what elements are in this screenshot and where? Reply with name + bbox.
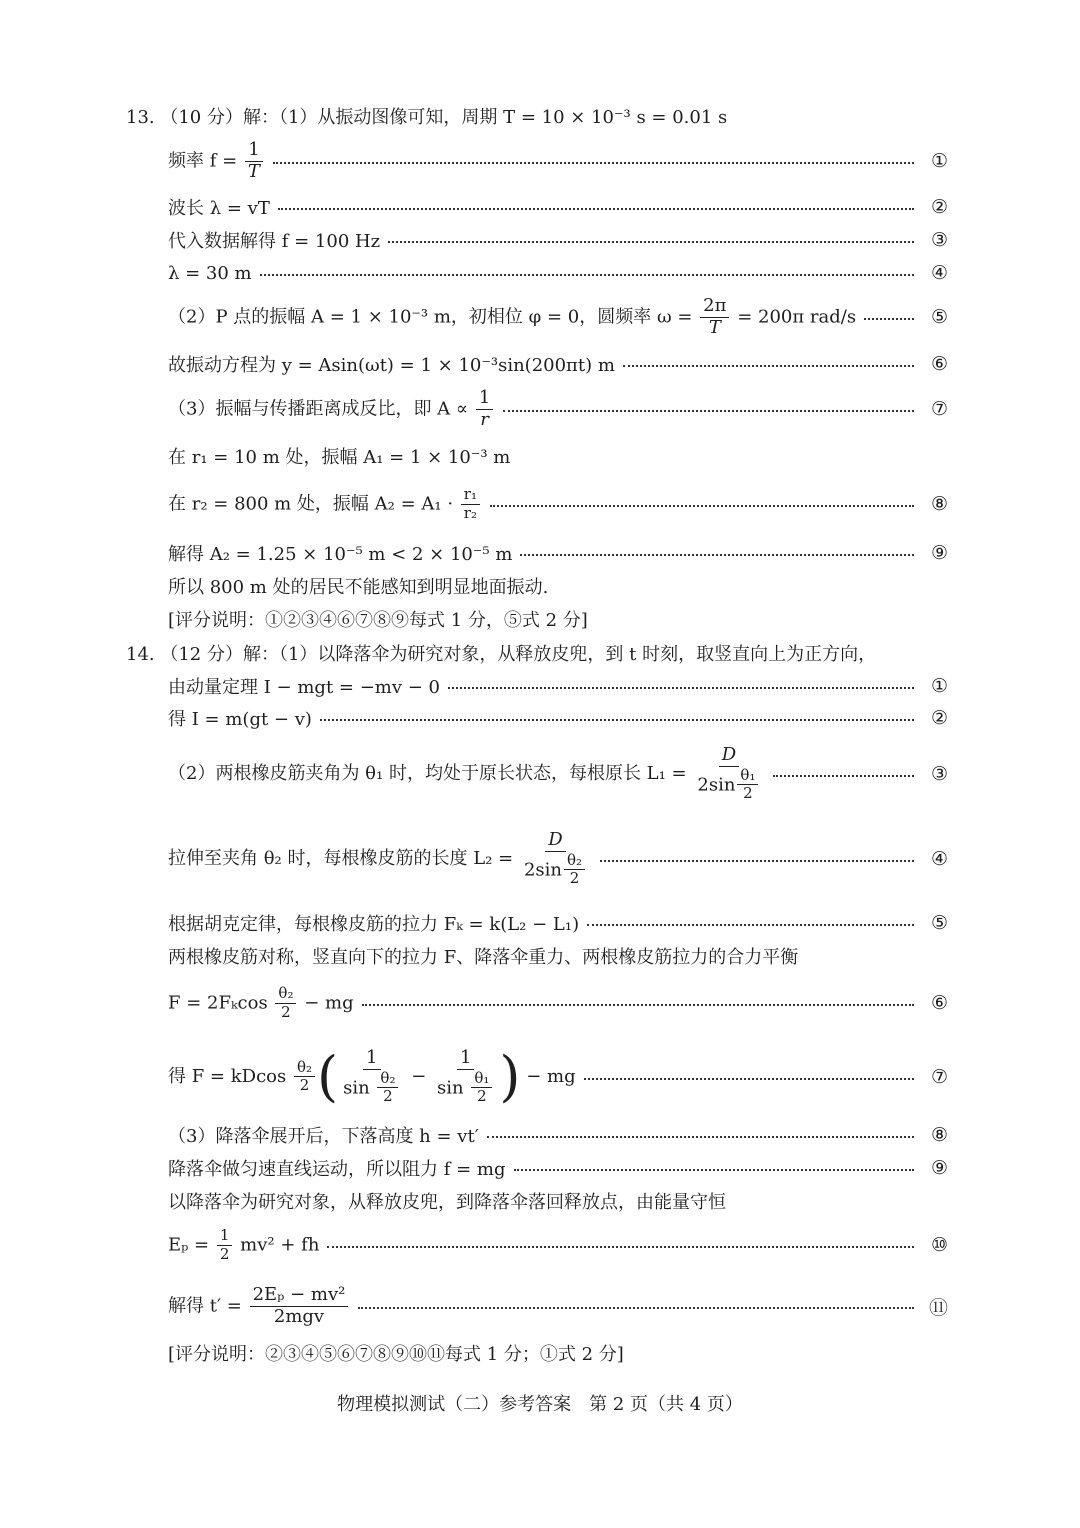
eq-marker-2: ②	[930, 196, 948, 218]
q14-energy-formula: Eₚ = $\frac{1}{2}$ mv² + fh	[168, 1225, 320, 1263]
eq-marker-5: ⑤	[930, 306, 948, 328]
page-footer: 物理模拟测试（二）参考答案 第 2 页（共 4 页）	[337, 1394, 743, 1415]
q14-drag-line: 降落伞做匀速直线运动，所以阻力 f = mg ⑨	[168, 1157, 948, 1180]
q13-part2-line	[168, 295, 948, 339]
q14-momentum-line: 由动量定理 I − mgt = −mv − 0 ①	[168, 675, 948, 698]
q13-part3-line	[168, 387, 948, 431]
q14-energy-intro: 以降落伞为研究对象，从释放皮兜，到降落伞落回释放点，由能量守恒	[168, 1192, 726, 1213]
q14-height-line: （3）降落伞展开后，下落高度 h = vt′ ⑧	[168, 1124, 948, 1147]
q14-hooke-line: 根据胡克定律，每根橡皮筋的拉力 Fₖ = k(L₂ − L₁) ⑤	[168, 912, 948, 935]
q13-wavelength-line: 波长 λ = vT ②	[168, 196, 948, 219]
q14-l2-line	[168, 822, 948, 896]
leader-dots	[487, 1136, 914, 1138]
q13-a2-result-line: 解得 A₂ = 1.25 × 10⁻⁵ m < 2 × 10⁻⁵ m ⑨	[168, 542, 948, 565]
q13-equation-line: 故振动方程为 y = Asin(ωt) = 1 × 10⁻³sin(200πt) m ⑥	[168, 353, 948, 376]
eq-marker-11: ⑪	[928, 1296, 948, 1319]
eq-marker-1: ①	[930, 150, 948, 172]
leader-dots	[773, 775, 914, 777]
leader-dots	[260, 274, 914, 276]
q13-scoring-note: [评分说明：①②③④⑥⑦⑧⑨每式 1 分，⑤式 2 分]	[168, 610, 588, 631]
q13-frequency-line	[168, 139, 948, 183]
eq-marker-3: ③	[930, 229, 948, 251]
leader-dots	[864, 318, 914, 320]
q14-force-line	[168, 980, 948, 1026]
leader-dots	[358, 1307, 914, 1309]
eq-marker-8: ⑧	[930, 1124, 948, 1146]
eq-marker-6: ⑥	[930, 353, 948, 375]
q14-force-result-formula: 得 F = kDcos $\frac{\text{θ₂}}{2}$ ( 1 sin $\frac{\text{θ₂}}{2}$ − 1 sin $\frac{\text{θ₁}}{2}$ ) − mg	[168, 1044, 576, 1108]
q13-r2-line	[168, 482, 948, 526]
q13-conclusion: 所以 800 m 处的居民不能感知到明显地面振动.	[168, 577, 549, 598]
eq-marker-9: ⑨	[930, 1157, 948, 1179]
leader-dots	[587, 924, 914, 926]
q13-omega-formula: （2）P 点的振幅 A = 1 × 10⁻³ m，初相位 φ = 0，圆频率 ω = $\frac{2\pi}{T}$ = 200π rad/s	[168, 294, 857, 338]
q14-force-formula: F = 2Fₖcos $\frac{\text{θ₂}}{2}$ − mg	[168, 983, 354, 1021]
q14-l2-formula: 拉伸至夹角 θ₂ 时，每根橡皮筋的长度 L₂ = D 2sin $\frac{\text{θ₂}}{2}$	[168, 831, 592, 887]
leader-dots	[600, 860, 914, 862]
q13-frequency-result-line: 代入数据解得 f = 100 Hz ③	[168, 229, 948, 252]
q13-proportion-formula: （3）振幅与传播距离成反比，即 A ∝ $\frac{1}{r}$	[168, 389, 495, 430]
q14-scoring-note: [评分说明：②③④⑤⑥⑦⑧⑨⑩⑪每式 1 分；①式 2 分]	[168, 1344, 624, 1365]
q14-force-result-line	[168, 1040, 948, 1114]
eq-marker-4: ④	[930, 848, 948, 870]
leader-dots	[623, 365, 914, 367]
eq-marker-7: ⑦	[930, 398, 948, 420]
eq-marker-7: ⑦	[930, 1066, 948, 1088]
leader-dots	[503, 410, 914, 412]
q13-header: 13. （10 分）解：（1）从振动图像可知，周期 T = 10 × 10⁻³ s = 0.01 s	[126, 107, 728, 128]
q14-header: 14. （12 分）解：（1）以降落伞为研究对象，从释放皮兜，到 t 时刻，取竖直向上为正方向，	[126, 644, 877, 665]
q13-lambda-line: λ = 30 m ④	[168, 262, 948, 284]
eq-marker-1: ①	[930, 675, 948, 697]
q14-time-formula: 解得 t′ = $\frac{\text{2Eₚ − mv²}}{\text{2mgv}}$	[168, 1286, 350, 1327]
q14-impulse-line: 得 I = m(gt − v) ②	[168, 707, 948, 730]
leader-dots	[327, 1246, 914, 1248]
eq-marker-6: ⑥	[930, 992, 948, 1014]
leader-dots	[584, 1078, 914, 1080]
eq-marker-5: ⑤	[930, 912, 948, 934]
q14-energy-line	[168, 1223, 948, 1267]
leader-dots	[520, 554, 914, 556]
eq-marker-8: ⑧	[930, 493, 948, 515]
eq-marker-9: ⑨	[930, 542, 948, 564]
leader-dots	[448, 687, 914, 689]
leader-dots	[273, 162, 914, 164]
eq-marker-3: ③	[930, 763, 948, 785]
q14-time-line	[168, 1282, 948, 1330]
leader-dots	[388, 241, 914, 243]
q13-r1-line: 在 r₁ = 10 m 处，振幅 A₁ = 1 × 10⁻³ m	[168, 447, 511, 468]
leader-dots	[490, 505, 914, 507]
leader-dots	[362, 1004, 914, 1006]
q13-a2-formula: 在 r₂ = 800 m 处，振幅 A₂ = A₁ · $\frac{\text{r₁}}{\text{r₂}}$	[168, 487, 482, 522]
q13-frequency-formula: 频率 f = $\frac{1}{T}$	[168, 141, 265, 182]
leader-dots	[278, 208, 914, 210]
q14-l1-formula: （2）两根橡皮筋夹角为 θ₁ 时，均处于原长状态，每根原长 L₁ = D 2sin $\frac{\text{θ₁}}{2}$	[168, 746, 765, 802]
eq-marker-10: ⑩	[930, 1234, 948, 1256]
q14-balance-text: 两根橡皮筋对称，竖直向下的拉力 F、降落伞重力、两根橡皮筋拉力的合力平衡	[168, 947, 799, 968]
eq-marker-2: ②	[930, 707, 948, 729]
eq-marker-4: ④	[930, 262, 948, 284]
leader-dots	[514, 1169, 915, 1171]
leader-dots	[320, 719, 914, 721]
q14-l1-line	[168, 738, 948, 810]
